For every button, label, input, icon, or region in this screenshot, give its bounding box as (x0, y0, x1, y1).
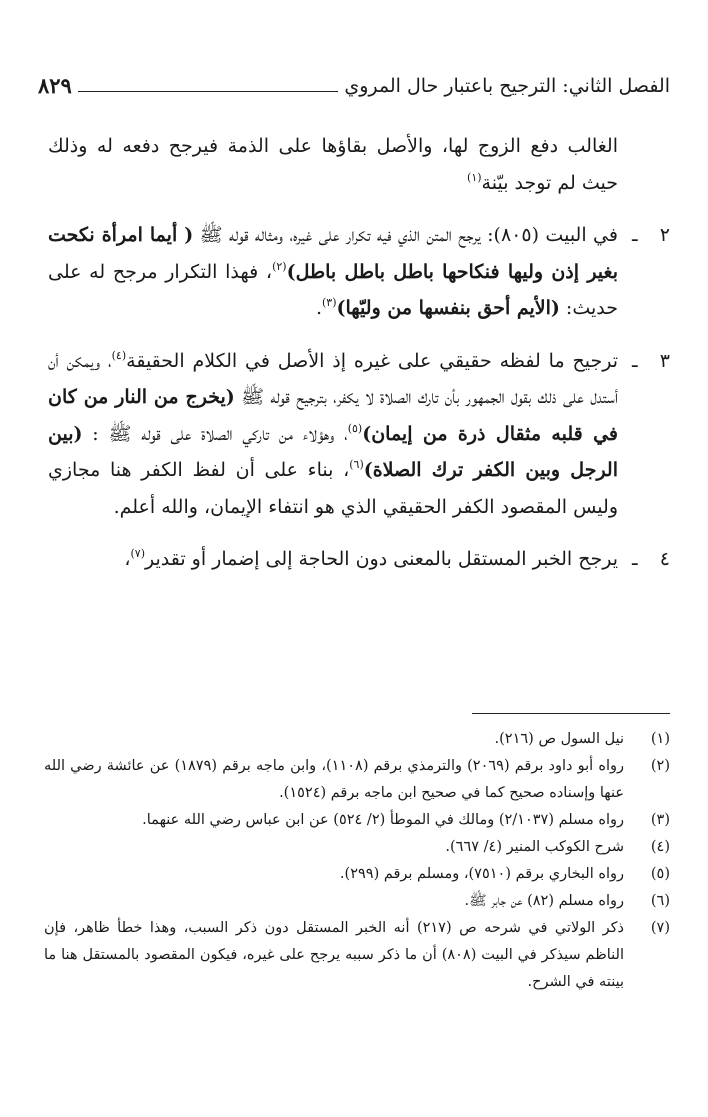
item-text: ترجيح ما لفظه حقيقي على غيره إذ الأصل في الكلام الحقيقة$^{(٤)}$، ويمكن أن أستدل على ذلك بقول الجمهور بأن تارك الصلاة لا يكفر، بترجيح قوله ﷺ (يخرج من النار من كان في قلبه مثقال ذرة من إيمان)$^{(٥)}$، وهؤلاء من تاركي الصلاة على قوله ﷺ : (بين الرجل وبين الكفر ترك الصلاة)$^{(٦)}$، بناء على أن لفظ الكفر هنا مجازي وليس المقصود الكفر الحقيقي الذي هو انتفاء الإيمان، والله أعلم. (48, 348, 618, 518)
list-item-4 (48, 541, 670, 578)
hadith-quote: (يخرج من النار من كان في قلبه مثقال ذرة من إيمان) (48, 386, 618, 445)
footnote-ref: (٣) (322, 296, 337, 309)
footnotes (44, 726, 670, 996)
footnote: (١) نيل السول ص (٢١٦). (494, 731, 670, 747)
footnote: (٦) رواه مسلم (٨٢) عن جابر ﷺ. (464, 893, 670, 909)
footnote-ref: (٤) (111, 348, 127, 362)
footnote-ref: (٦) (349, 458, 364, 471)
chapter-title: الفصل الثاني: الترجيح باعتبار حال المروي (344, 75, 670, 97)
item-text: في البيت (٨٠٥): يرجح المتن الذي فيه تكرار على غيره، ومثاله قوله ﷺ ( أيما امرأة نكحت بغير إذن وليها فنكاحها باطل باطل باطل)$^{(٢)}$، فهذا التكرار مرجح له على حديث: (الأيم أحق بنفسها من وليّها)$^{(٣)}$. (48, 224, 618, 319)
item-number: ٤ ـ (632, 548, 670, 570)
hadith-quote: (بين الرجل وبين الكفر ترك الصلاة) (48, 422, 618, 481)
footnote-divider (472, 713, 670, 714)
list-item-2 (48, 217, 670, 327)
footnote-ref: (٢) (272, 259, 287, 273)
footnote-ref: (٧) (130, 547, 145, 560)
hadith-quote: ( أيما امرأة نكحت بغير إذن وليها فنكاحها باطل باطل باطل) (48, 224, 618, 283)
footnote-ref: (١) (467, 170, 482, 184)
main-text (48, 128, 670, 594)
intro-paragraph: الغالب دفع الزوج لها، والأصل بقاؤها على الذمة فيرجح دفعه له وذلك حيث لم توجد بيّنة$^{(١)}$ (48, 135, 618, 194)
running-header (38, 62, 670, 96)
footnote: (٥) رواه البخاري برقم (٧٥١٠)، ومسلم برقم (٢٩٩). (339, 866, 670, 882)
item-text: يرجح الخبر المستقل بالمعنى دون الحاجة إلى إضمار أو تقدير$^{(٧)}$، (124, 547, 618, 570)
item-number: ٢ ـ (632, 224, 670, 246)
footnote: (٧) ذكر الولاتي في شرحه ص (٢١٧) أنه الخبر المستقل دون ذكر السبب، وهذا خطأ ظاهر، فإن الناظم سيذكر في البيت (٨٠٨) أن ما ذكر سببه يرجح على غيره، فيكون المقصود بالمستقل هنا ما بينته في الشرح. (44, 920, 670, 990)
hadith-quote: (الأيم أحق بنفسها من وليّها) (336, 297, 560, 319)
footnote: (٤) شرح الكوكب المنير (٤/ ٦٦٧). (445, 839, 670, 855)
footnote: (٢) رواه أبو داود برقم (٢٠٦٩) والترمذي برقم (١١٠٨)، وابن ماجه برقم (١٨٧٩) عن عائشة رضي الله عنها وإسناده صحيح كما في صحيح ابن ماجه برقم (١٥٢٤). (44, 758, 670, 801)
page-number: ٨٢٩ (38, 73, 72, 98)
list-item-3 (48, 343, 670, 526)
footnote-ref: (٥) (347, 421, 363, 435)
header-rule (78, 91, 339, 92)
footnote: (٣) رواه مسلم (٢/١٠٣٧) ومالك في الموطأ (٢/ ٥٢٤) عن ابن عباس رضي الله عنهما. (142, 812, 670, 828)
item-number: ٣ ـ (632, 349, 670, 372)
